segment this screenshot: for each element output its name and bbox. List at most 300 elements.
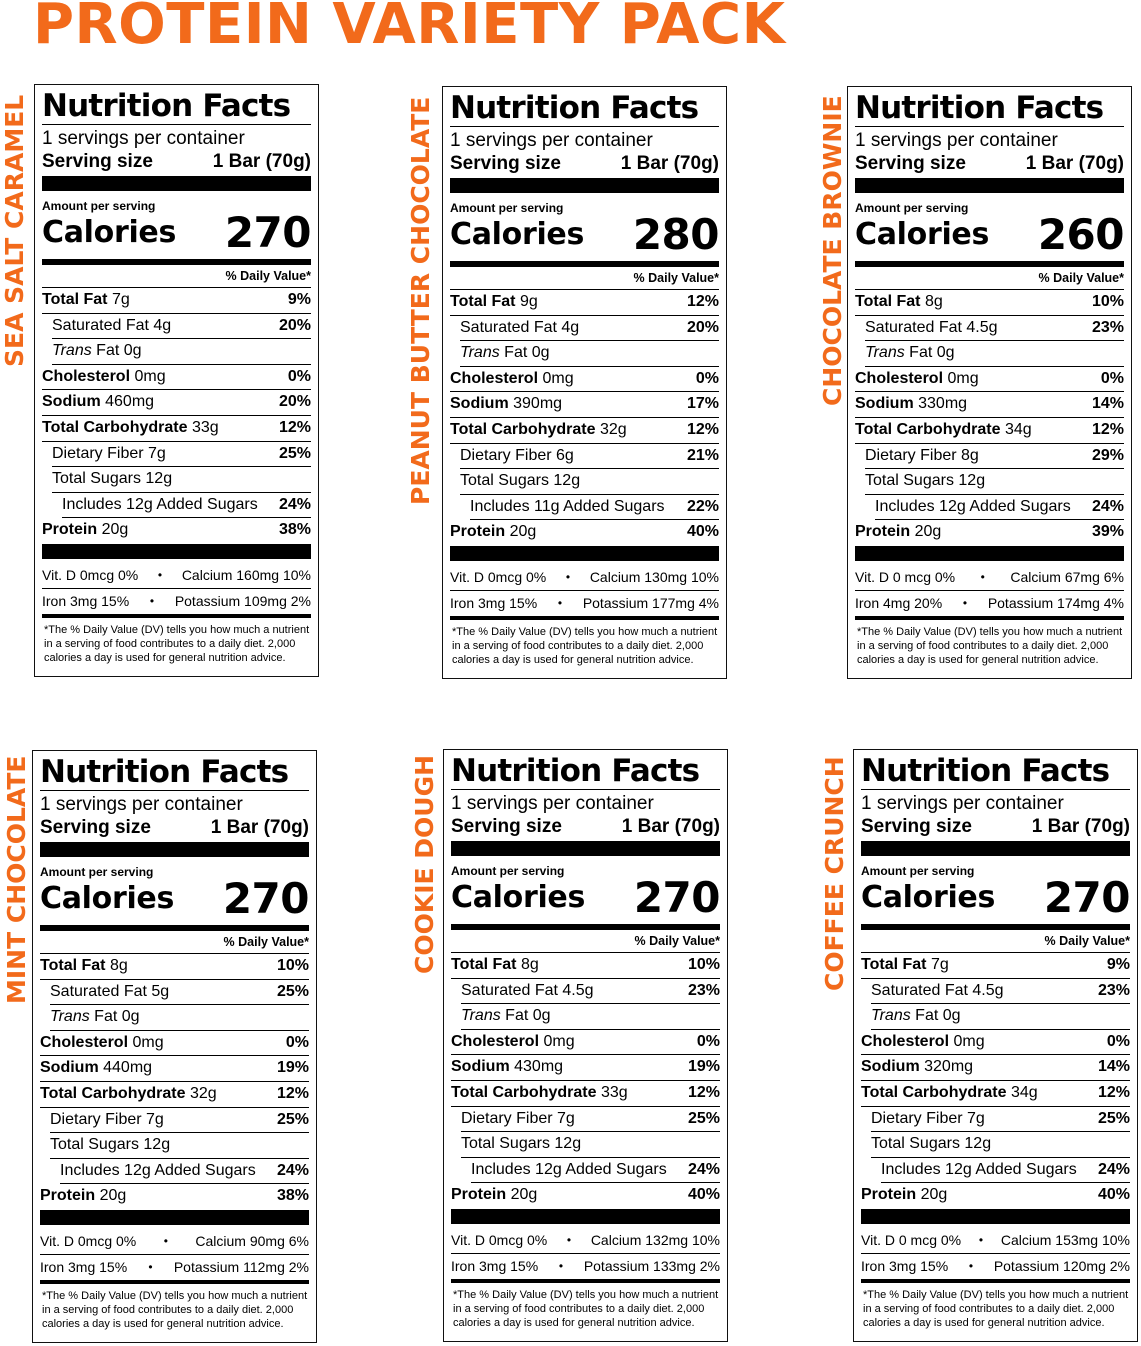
trans-fat-row [871, 1004, 1130, 1030]
nutrient-dv: 24% [1097, 1160, 1130, 1178]
serving-size-label: Serving size [855, 153, 966, 174]
added-sugars-row [60, 1159, 309, 1185]
serving-size-row [855, 152, 1124, 176]
nutrient-dv: 38% [278, 521, 311, 539]
nutrient-amount: 8g [961, 446, 979, 464]
serving-size-value: 1 Bar (70g) [620, 153, 719, 174]
nutrient-amount: 11g [534, 497, 560, 515]
nutrient-amount: 12g [958, 472, 986, 490]
nutrient-dv: 0% [695, 369, 719, 387]
serving-size-value: 1 Bar (70g) [621, 816, 720, 837]
nutrient-amount: 12g [554, 1135, 582, 1153]
vitamin-d-calcium-row [42, 563, 311, 589]
amount-per-serving: Amount per serving [42, 199, 156, 213]
vitamin-d-calcium-row [861, 1228, 1130, 1254]
calcium-value: Calcium 90mg 6% [195, 1232, 309, 1249]
nutrient-name: Cholesterol [855, 369, 944, 387]
bullet-separator: • [962, 595, 968, 610]
calories-value: 270 [224, 208, 311, 257]
nutrient-name: Fat [504, 344, 528, 362]
nutrient-name: Protein [855, 523, 911, 541]
nutrition-facts-panel-2 [442, 86, 727, 679]
calcium-value: Calcium 130mg 10% [589, 568, 719, 585]
nutrient-dv: 40% [686, 523, 719, 541]
total-fat-row [451, 953, 720, 979]
serving-size-value: 1 Bar (70g) [210, 817, 309, 838]
nutrient-dv: 0% [285, 1033, 309, 1051]
flavor-name: COOKIE DOUGH [410, 754, 439, 974]
protein-row [450, 520, 719, 545]
daily-value-footnote: *The % Daily Value (DV) tells you how much a nutrient in a serving of food contributes to a daily diet. 2,000 calories a day is used for general nutrition advice. [42, 1289, 308, 1330]
nutrient-amount: 12g [145, 470, 173, 488]
bullet-separator: • [557, 595, 563, 610]
total-carbohydrate-row [42, 416, 311, 442]
nutrient-amount: 4g [153, 316, 172, 334]
nutrient-name: Sodium [450, 395, 509, 413]
nutrient-name: Total Fat [861, 956, 927, 973]
cholesterol-row [855, 367, 1124, 393]
potassium-value: Potassium 177mg 4% [582, 594, 719, 611]
nutrition-facts-panel-6 [853, 749, 1138, 1342]
nutrient-name: Added Sugars [154, 1161, 256, 1179]
nutrient-amount: 12g [535, 1160, 562, 1178]
vitamin-d-calcium-row [40, 1229, 309, 1255]
servings-per-container: 1 servings per container [855, 130, 1058, 151]
includes-label: Includes [62, 495, 122, 513]
total-sugars-row [865, 469, 1124, 495]
nutrient-name: Dietary Fiber [52, 444, 144, 462]
trans-fat-row [460, 341, 719, 367]
sodium-row [451, 1055, 720, 1081]
nutrient-name: Dietary Fiber [871, 1109, 963, 1127]
nutrient-name: Cholesterol [450, 369, 539, 387]
nutrition-facts-heading: Nutrition Facts [42, 88, 311, 125]
nutrient-amount: 33g [600, 1083, 628, 1101]
nutrient-name: Protein [861, 1186, 917, 1204]
nutrient-dv: 10% [687, 956, 720, 973]
total-carbohydrate-row [451, 1081, 720, 1107]
trans-fat-row [50, 1005, 309, 1031]
nutrient-dv: 12% [278, 418, 311, 436]
daily-value-header: % Daily Value* [40, 931, 309, 954]
iron-potassium-row [855, 591, 1124, 620]
calories-row [451, 873, 720, 922]
saturated-fat-row [52, 314, 311, 340]
total-fat-row [855, 290, 1124, 316]
nutrient-dv: 24% [278, 495, 311, 513]
nutrient-amount: 0g [942, 1007, 961, 1025]
nutrient-dv: 12% [686, 420, 719, 438]
nutrient-name: Added Sugars [969, 497, 1071, 515]
vitamin-d-calcium-row [451, 1228, 720, 1254]
serving-size-row [40, 816, 309, 840]
daily-value-footnote: *The % Daily Value (DV) tells you how much a nutrient in a serving of food contributes to a daily diet. 2,000 calories a day is used for general nutrition advice. [452, 625, 718, 666]
nutrient-amount: 12g [124, 1161, 151, 1179]
nutrient-amount: 0mg [134, 367, 166, 385]
calories-value: 280 [632, 210, 719, 259]
thick-divider [451, 1209, 720, 1224]
calories-row [42, 208, 311, 257]
nutrient-dv: 24% [276, 1161, 309, 1179]
nutrient-amount: 7g [146, 1110, 164, 1128]
nutrient-amount: 12g [553, 472, 581, 490]
calcium-value: Calcium 160mg 10% [181, 566, 311, 583]
nutrient-dv: 25% [687, 1109, 720, 1127]
iron-potassium-row [450, 591, 719, 620]
protein-row [855, 520, 1124, 545]
nutrition-facts-heading: Nutrition Facts [451, 753, 720, 790]
serving-size-label: Serving size [450, 153, 561, 174]
nutrient-dv: 19% [276, 1059, 309, 1077]
sodium-row [855, 392, 1124, 418]
amount-per-serving: Amount per serving [861, 864, 975, 878]
amount-per-serving: Amount per serving [40, 865, 154, 879]
nutrient-dv: 24% [1091, 497, 1124, 515]
saturated-fat-row [871, 979, 1130, 1005]
trans-label: Trans [865, 344, 905, 362]
nutrient-dv: 23% [1091, 318, 1124, 336]
daily-value-footnote: *The % Daily Value (DV) tells you how much a nutrient in a serving of food contributes to a daily diet. 2,000 calories a day is used for general nutrition advice. [453, 1288, 719, 1329]
cholesterol-row [450, 367, 719, 393]
vitamin-d-value: Vit. D 0mcg 0% [450, 568, 547, 585]
vitamin-d-calcium-row [450, 565, 719, 591]
sodium-row [861, 1055, 1130, 1081]
serving-size-label: Serving size [40, 817, 151, 838]
nutrient-amount: 12g [126, 495, 153, 513]
nutrient-amount: 20g [920, 1186, 948, 1204]
nutrient-amount: 20g [99, 1187, 127, 1205]
nutrient-amount: 430mg [514, 1058, 564, 1076]
nutrient-dv: 40% [1097, 1186, 1130, 1204]
nutrient-amount: 4.5g [562, 981, 594, 999]
total-sugars-row [52, 467, 311, 493]
daily-value-footnote: *The % Daily Value (DV) tells you how much a nutrient in a serving of food contributes to a daily diet. 2,000 calories a day is used for general nutrition advice. [857, 625, 1123, 666]
nutrient-amount: 0mg [542, 369, 574, 387]
amount-per-serving: Amount per serving [855, 201, 969, 215]
thick-divider [855, 178, 1124, 193]
nutrient-name: Saturated Fat [865, 318, 962, 336]
daily-value-footnote: *The % Daily Value (DV) tells you how much a nutrient in a serving of food contributes to a daily diet. 2,000 calories a day is used for general nutrition advice. [863, 1288, 1129, 1329]
calories-row [450, 210, 719, 259]
nutrient-name: Fat [915, 1007, 939, 1025]
total-carbohydrate-row [861, 1081, 1130, 1107]
nutrient-name: Total Carbohydrate [40, 1084, 186, 1102]
nutrient-dv: 38% [276, 1187, 309, 1205]
nutrient-dv: 17% [686, 395, 719, 413]
nutrient-amount: 12g [945, 1160, 972, 1178]
bullet-separator: • [149, 593, 155, 608]
cholesterol-row [451, 1030, 720, 1056]
thick-divider [451, 841, 720, 856]
includes-label: Includes [471, 1160, 531, 1178]
added-sugars-row [62, 493, 311, 519]
thick-divider [861, 1209, 1130, 1224]
serving-size-label: Serving size [42, 151, 153, 172]
iron-value: Iron 3mg 15% [861, 1257, 949, 1274]
nutrient-dv: 40% [687, 1186, 720, 1204]
nutrient-amount: 330mg [918, 395, 968, 413]
serving-size-value: 1 Bar (70g) [212, 151, 311, 172]
thick-divider [42, 176, 311, 191]
nutrition-facts-panel-5 [443, 749, 728, 1342]
nutrient-name: Sodium [42, 393, 101, 411]
nutrient-amount: 7g [930, 956, 949, 973]
calories-value: 270 [1043, 873, 1130, 922]
nutrient-name: Total Fat [855, 293, 921, 310]
iron-value: Iron 4mg 20% [855, 594, 943, 611]
includes-label: Includes [60, 1161, 120, 1179]
nutrition-facts-panel-4 [32, 750, 317, 1343]
nutrient-name: Cholesterol [451, 1032, 540, 1050]
nutrient-name: Total Fat [450, 293, 516, 310]
nutrient-name: Dietary Fiber [460, 446, 552, 464]
nutrient-name: Total Sugars [871, 1135, 960, 1153]
trans-fat-row [461, 1004, 720, 1030]
nutrient-amount: 6g [556, 446, 574, 464]
nutrient-amount: 20g [510, 1186, 538, 1204]
serving-size-row [42, 150, 311, 174]
nutrient-dv: 12% [687, 1083, 720, 1101]
nutrient-name: Dietary Fiber [50, 1110, 142, 1128]
iron-potassium-row [861, 1254, 1130, 1283]
nutrient-dv: 25% [1097, 1109, 1130, 1127]
protein-row [40, 1184, 309, 1209]
added-sugars-row [471, 1158, 720, 1184]
servings-per-container: 1 servings per container [861, 793, 1064, 814]
serving-size-row [450, 152, 719, 176]
nutrient-amount: 5g [151, 982, 170, 1000]
iron-value: Iron 3mg 15% [450, 594, 538, 611]
thick-divider [450, 546, 719, 561]
nutrient-amount: 34g [1004, 420, 1032, 438]
nutrient-name: Total Fat [40, 957, 106, 974]
nutrient-amount: 12g [964, 1135, 992, 1153]
nutrient-name: Total Fat [42, 291, 108, 308]
trans-fat-row [865, 341, 1124, 367]
potassium-value: Potassium 133mg 2% [583, 1257, 720, 1274]
nutrient-name: Saturated Fat [50, 982, 147, 1000]
flavor-name: PEANUT BUTTER CHOCOLATE [406, 96, 435, 506]
dietary-fiber-row [50, 1108, 309, 1134]
nutrition-facts-heading: Nutrition Facts [861, 753, 1130, 790]
nutrient-name: Sodium [451, 1058, 510, 1076]
nutrient-dv: 14% [1097, 1058, 1130, 1076]
protein-row [451, 1183, 720, 1208]
nutrient-name: Sodium [861, 1058, 920, 1076]
nutrient-dv: 12% [1091, 420, 1124, 438]
nutrient-name: Dietary Fiber [865, 446, 957, 464]
nutrient-dv: 14% [1091, 395, 1124, 413]
trans-label: Trans [50, 1008, 90, 1026]
serving-size-value: 1 Bar (70g) [1025, 153, 1124, 174]
calories-label: Calories [861, 880, 996, 915]
trans-label: Trans [461, 1007, 501, 1025]
nutrient-amount: 320mg [924, 1058, 974, 1076]
cholesterol-row [40, 1031, 309, 1057]
flavor-name: SEA SALT CARAMEL [0, 94, 29, 368]
serving-size-label: Serving size [451, 816, 562, 837]
calories-label: Calories [42, 215, 177, 250]
nutrient-dv: 20% [278, 393, 311, 411]
thick-divider [861, 841, 1130, 856]
nutrient-amount: 7g [148, 444, 166, 462]
total-fat-row [450, 290, 719, 316]
bullet-separator: • [980, 569, 985, 584]
page-title: PROTEIN VARIETY PACK [33, 0, 786, 57]
nutrient-amount: 12g [143, 1136, 171, 1154]
total-sugars-row [50, 1133, 309, 1159]
thick-divider [450, 178, 719, 193]
nutrient-amount: 440mg [103, 1059, 153, 1077]
daily-value-header: % Daily Value* [42, 265, 311, 288]
nutrition-facts-heading: Nutrition Facts [855, 90, 1124, 127]
nutrient-amount: 0mg [132, 1033, 164, 1051]
trans-label: Trans [460, 344, 500, 362]
potassium-value: Potassium 120mg 2% [993, 1257, 1130, 1274]
potassium-value: Potassium 112mg 2% [173, 1258, 309, 1275]
includes-label: Includes [470, 497, 530, 515]
nutrient-name: Cholesterol [42, 367, 131, 385]
iron-value: Iron 3mg 15% [40, 1258, 128, 1275]
daily-value-header: % Daily Value* [450, 267, 719, 290]
protein-row [861, 1183, 1130, 1208]
nutrient-dv: 10% [1091, 293, 1124, 310]
dietary-fiber-row [865, 444, 1124, 470]
iron-potassium-row [42, 589, 311, 618]
flavor-name: CHOCOLATE BROWNIE [818, 95, 847, 407]
nutrient-name: Total Sugars [52, 470, 141, 488]
nutrient-dv: 9% [287, 291, 311, 308]
thick-divider [40, 842, 309, 857]
nutrient-name: Fat [505, 1007, 529, 1025]
nutrient-name: Total Sugars [865, 472, 954, 490]
nutrient-name: Total Carbohydrate [42, 418, 188, 436]
serving-size-label: Serving size [861, 816, 972, 837]
sodium-row [450, 392, 719, 418]
nutrient-amount: 8g [109, 957, 128, 974]
nutrient-dv: 25% [276, 982, 309, 1000]
nutrient-amount: 8g [924, 293, 943, 310]
calories-value: 260 [1037, 210, 1124, 259]
nutrient-name: Added Sugars [975, 1160, 1077, 1178]
nutrient-name: Dietary Fiber [461, 1109, 553, 1127]
nutrient-amount: 0mg [953, 1032, 985, 1050]
vitamin-d-value: Vit. D 0mcg 0% [42, 566, 139, 583]
nutrient-dv: 24% [687, 1160, 720, 1178]
nutrient-name: Fat [96, 342, 120, 360]
bullet-separator: • [566, 1232, 572, 1247]
servings-per-container: 1 servings per container [40, 794, 243, 815]
calcium-value: Calcium 67mg 6% [1010, 568, 1124, 585]
nutrient-amount: 9g [519, 293, 538, 310]
flavor-name: COFFEE CRUNCH [820, 756, 849, 992]
nutrient-amount: 4.5g [972, 981, 1004, 999]
bullet-separator: • [148, 1259, 153, 1274]
nutrient-amount: 20g [509, 523, 537, 541]
bullet-separator: • [558, 1258, 564, 1273]
nutrient-amount: 0mg [543, 1032, 575, 1050]
nutrient-amount: 0g [532, 1007, 551, 1025]
calories-row [855, 210, 1124, 259]
total-carbohydrate-row [40, 1082, 309, 1108]
nutrient-name: Protein [40, 1187, 96, 1205]
nutrient-name: Added Sugars [565, 1160, 667, 1178]
daily-value-header: % Daily Value* [451, 930, 720, 953]
nutrient-amount: 0g [531, 344, 550, 362]
calories-value: 270 [633, 873, 720, 922]
added-sugars-row [470, 495, 719, 521]
total-sugars-row [461, 1132, 720, 1158]
nutrient-amount: 0g [123, 342, 142, 360]
total-fat-row [40, 954, 309, 980]
nutrient-name: Total Carbohydrate [450, 420, 596, 438]
daily-value-header: % Daily Value* [861, 930, 1130, 953]
nutrient-amount: 0g [121, 1008, 140, 1026]
nutrient-dv: 19% [687, 1058, 720, 1076]
nutrient-dv: 0% [1106, 1032, 1130, 1050]
nutrient-name: Fat [94, 1008, 118, 1026]
calories-row [861, 873, 1130, 922]
nutrient-amount: 7g [967, 1109, 985, 1127]
nutrient-amount: 20g [101, 521, 129, 539]
thick-divider [855, 546, 1124, 561]
nutrient-amount: 390mg [513, 395, 563, 413]
calories-label: Calories [450, 217, 585, 252]
nutrient-dv: 22% [686, 497, 719, 515]
thick-divider [40, 1210, 309, 1225]
nutrient-dv: 25% [276, 1110, 309, 1128]
vitamin-d-value: Vit. D 0mcg 0% [451, 1231, 548, 1248]
nutrient-name: Cholesterol [40, 1033, 129, 1051]
cholesterol-row [861, 1030, 1130, 1056]
calories-row [40, 874, 309, 923]
total-sugars-row [460, 469, 719, 495]
nutrient-amount: 7g [111, 291, 130, 308]
bullet-separator: • [978, 1232, 984, 1247]
nutrient-dv: 12% [1097, 1083, 1130, 1101]
nutrient-name: Total Fat [451, 956, 517, 973]
nutrient-dv: 23% [1097, 981, 1130, 999]
added-sugars-row [881, 1158, 1130, 1184]
iron-potassium-row [451, 1254, 720, 1283]
saturated-fat-row [50, 980, 309, 1006]
nutrient-name: Fat [909, 344, 933, 362]
trans-fat-row [52, 339, 311, 365]
nutrition-facts-panel-3 [847, 86, 1132, 679]
nutrient-dv: 12% [276, 1084, 309, 1102]
nutrient-dv: 9% [1106, 956, 1130, 973]
flavor-name: MINT CHOCOLATE [2, 755, 31, 1005]
nutrition-facts-panel-1 [34, 84, 319, 677]
includes-label: Includes [881, 1160, 941, 1178]
thick-divider [42, 544, 311, 559]
calcium-value: Calcium 153mg 10% [1000, 1231, 1130, 1248]
nutrient-amount: 33g [191, 418, 219, 436]
nutrient-dv: 12% [686, 293, 719, 310]
dietary-fiber-row [52, 442, 311, 468]
nutrient-name: Protein [42, 521, 98, 539]
saturated-fat-row [865, 316, 1124, 342]
servings-per-container: 1 servings per container [42, 128, 245, 149]
nutrient-amount: 20g [914, 523, 942, 541]
vitamin-d-calcium-row [855, 565, 1124, 591]
dietary-fiber-row [871, 1107, 1130, 1133]
nutrient-amount: 8g [520, 956, 539, 973]
potassium-value: Potassium 109mg 2% [174, 592, 311, 609]
nutrient-amount: 34g [1010, 1083, 1038, 1101]
nutrient-name: Saturated Fat [460, 318, 557, 336]
cholesterol-row [42, 365, 311, 391]
